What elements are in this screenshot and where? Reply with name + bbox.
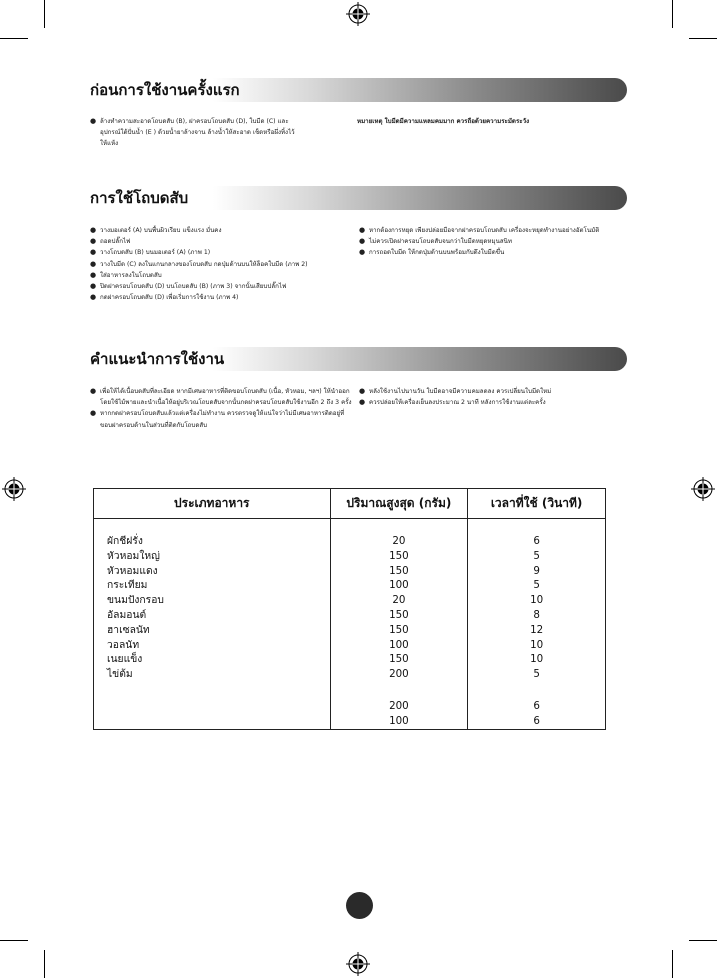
list-item: ● เพื่อให้ได้เนื้อบดสับที่ละเอียด หากมีเศษอาหารที่ติดขอบโถบดสับ (เนื้อ, หัวหอม, ฯลฯ) ให้นำออกโดยใช้ไม้พายและนำเนื้อให้อยู่บริเวณโถบดสับจากนั้นกดฝาครอบโถบดสับใช้งานอีก 2 ถึง 3 ครั้ง xyxy=(90,387,352,407)
list-item: ● ใส่อาหารลงในโถบดสับ xyxy=(90,270,352,281)
time-value: 6 xyxy=(533,535,540,547)
time-value: 10 xyxy=(530,638,544,651)
bullet-icon: ● xyxy=(359,387,366,395)
list-item: ● กดฝาครอบโถบดสับ (D) เพื่อเริ่มการใช้งาน (ภาพ 4) xyxy=(90,292,352,303)
food-name: ผักชีฝรั่ง xyxy=(107,535,143,547)
quantity-value: 150 xyxy=(389,549,409,562)
time-value: 6 xyxy=(533,714,540,727)
time-value: 5 xyxy=(533,549,540,562)
crop-mark xyxy=(672,0,673,28)
list-item: ● วางมอเตอร์ (A) บนพื้นผิวเรียบ แข็งแรง มั่นคง xyxy=(90,225,352,236)
bullet-icon: ● xyxy=(359,237,366,246)
bullet-icon: ● xyxy=(90,293,97,302)
registration-mark-icon xyxy=(691,477,715,501)
list-item: ● หลังใช้งานไปนานวัน ใบมีดอาจมีความคมลดลง ควรเปลี่ยนใบมีดใหม่ xyxy=(359,386,621,397)
advice-left-column xyxy=(90,386,352,431)
section-header-first-use xyxy=(82,78,627,102)
bullet-icon: ● xyxy=(90,259,97,268)
list-item: ● ปิดฝาครอบโถบดสับ (D) บนโถบดสับ (B) (ภาพ 3) จากนั้นเสียบปลั๊กไฟ xyxy=(90,281,352,292)
list-item: ● ถอดปลั๊กไฟ xyxy=(90,236,352,247)
bullet-icon: ● xyxy=(90,226,97,234)
quantity-value: 100 xyxy=(389,714,409,727)
quantity-value: 150 xyxy=(389,608,409,621)
food-name: กระเทียม xyxy=(107,579,148,592)
food-name: ไข่ต้ม xyxy=(107,668,133,681)
food-name: เนยแข็ง xyxy=(107,653,143,666)
section-title: ก่อนการใช้งานครั้งแรก xyxy=(90,81,240,99)
food-name: ขนมปังกรอบ xyxy=(107,594,164,607)
food-name: อัลมอนต์ xyxy=(107,608,147,621)
spacer xyxy=(331,682,468,699)
registration-mark-icon xyxy=(346,2,370,26)
time-value: 12 xyxy=(530,623,544,636)
crop-mark xyxy=(0,940,28,941)
list-item: ● การถอดใบมีด ให้กดปุ่มด้านบนพร้อมกับดึงใบมีดขึ้น xyxy=(359,247,621,258)
food-name: วอลนัท xyxy=(107,638,140,651)
list-item: ● ควรปล่อยให้เครื่องเย็นลงประมาณ 2 นาที หลังการใช้งานแต่ละครั้ง xyxy=(359,397,621,408)
time-cell xyxy=(468,519,606,730)
page-number-dot xyxy=(346,892,373,919)
quantity-value: 200 xyxy=(389,668,409,681)
table-row xyxy=(94,519,606,730)
advice-right-column xyxy=(359,386,621,408)
list-item: ● ล้างทำความสะอาดโถบดสับ (B), ฝาครอบโถบดสับ (D), ใบมีด (C) และอุปกรณ์ใต้ปั่นน้ำ (E ) ด้วยน้ำยาล้างจาน ล้างน้ำให้สะอาด เช็ดหรือผึ่งทิ้งไว้ให้แห้ง xyxy=(90,117,295,148)
time-value: 5 xyxy=(533,668,540,681)
usage-left-column xyxy=(90,225,352,303)
time-value: 10 xyxy=(530,653,544,666)
bullet-icon: ● xyxy=(90,237,97,246)
bullet-icon: ● xyxy=(359,248,366,257)
registration-mark-icon xyxy=(346,952,370,976)
bullet-icon: ● xyxy=(90,117,97,125)
header-time: เวลาที่ใช้ (วินาที) xyxy=(468,489,606,519)
max-quantity-cell xyxy=(330,519,468,730)
quantity-value: 20 xyxy=(392,535,406,547)
list-item: ● วางโถบดสับ (B) บนมอเตอร์ (A) (ภาพ 1) xyxy=(90,247,352,258)
bullet-icon: ● xyxy=(90,282,97,291)
registration-mark-icon xyxy=(2,477,26,501)
crop-mark xyxy=(44,950,45,978)
quantity-value: 150 xyxy=(389,564,409,577)
section-title: คำแนะนำการใช้งาน xyxy=(90,350,225,368)
list-item: ● หากต้องการหยุด เพียงปล่อยมือจากฝาครอบโถบดสับ เครื่องจะหยุดทำงานอย่างอัตโนมัติ xyxy=(359,225,621,236)
food-name: หัวหอมใหญ่ xyxy=(107,549,160,562)
bullet-icon: ● xyxy=(90,387,97,395)
quantity-value: 150 xyxy=(389,653,409,666)
crop-mark xyxy=(44,0,45,28)
header-food-type: ประเภทอาหาร xyxy=(94,489,331,519)
quantity-value: 200 xyxy=(389,699,409,712)
quantity-value: 100 xyxy=(389,638,409,651)
list-item: ● วางใบมีด (C) ลงในแกนกลางของโถบดสับ กดปุ่มด้านบนให้ล็อคใบมีด (ภาพ 2) xyxy=(90,259,352,270)
time-value: 5 xyxy=(533,579,540,592)
quantity-value: 150 xyxy=(389,623,409,636)
section-header-advice xyxy=(82,347,627,371)
time-value: 6 xyxy=(533,699,540,712)
section-title: การใช้โถบดสับ xyxy=(90,189,189,207)
food-name: ฮาเซลนัท xyxy=(107,623,150,636)
bullet-icon: ● xyxy=(90,270,97,279)
list-item: ● หากกดฝาครอบโถบดสับแล้วแต่เครื่องไม่ทำงาน ควรตรวจดูให้แน่ใจว่าไม่มีเศษอาหารติดอยู่ที่ขอบฝาครอบด้านในส่วนที่ติดกับโถบดสับ xyxy=(90,409,345,429)
time-value: 8 xyxy=(533,608,540,621)
first-use-left-column xyxy=(90,116,300,150)
quantity-value: 20 xyxy=(392,594,406,607)
header-max-quantity: ปริมาณสูงสุด (กรัม) xyxy=(330,489,468,519)
bullet-icon: ● xyxy=(90,409,97,418)
quantity-value: 100 xyxy=(389,579,409,592)
bullet-icon: ● xyxy=(90,248,97,257)
crop-mark xyxy=(0,38,28,39)
spacer xyxy=(468,682,605,699)
food-name: หัวหอมแดง xyxy=(107,564,158,577)
crop-mark xyxy=(672,950,673,978)
crop-mark xyxy=(689,38,717,39)
crop-mark xyxy=(689,940,717,941)
usage-right-column xyxy=(359,225,621,259)
bullet-icon: ● xyxy=(359,398,366,407)
table-header-row xyxy=(94,489,606,519)
section-header-usage xyxy=(82,186,627,210)
first-use-note: หมายเหตุ ใบมีดมีความแหลมคมมาก ควรถือด้วยความระมัดระวัง xyxy=(357,118,530,125)
bullet-icon: ● xyxy=(359,226,366,234)
list-item: ● ไม่ควรเปิดฝาครอบโถบดสับจนกว่าใบมีดหยุดหมุนสนิท xyxy=(359,236,621,247)
food-table xyxy=(93,488,606,730)
time-value: 10 xyxy=(530,594,544,607)
time-value: 9 xyxy=(533,564,540,577)
food-name-cell xyxy=(94,519,331,730)
